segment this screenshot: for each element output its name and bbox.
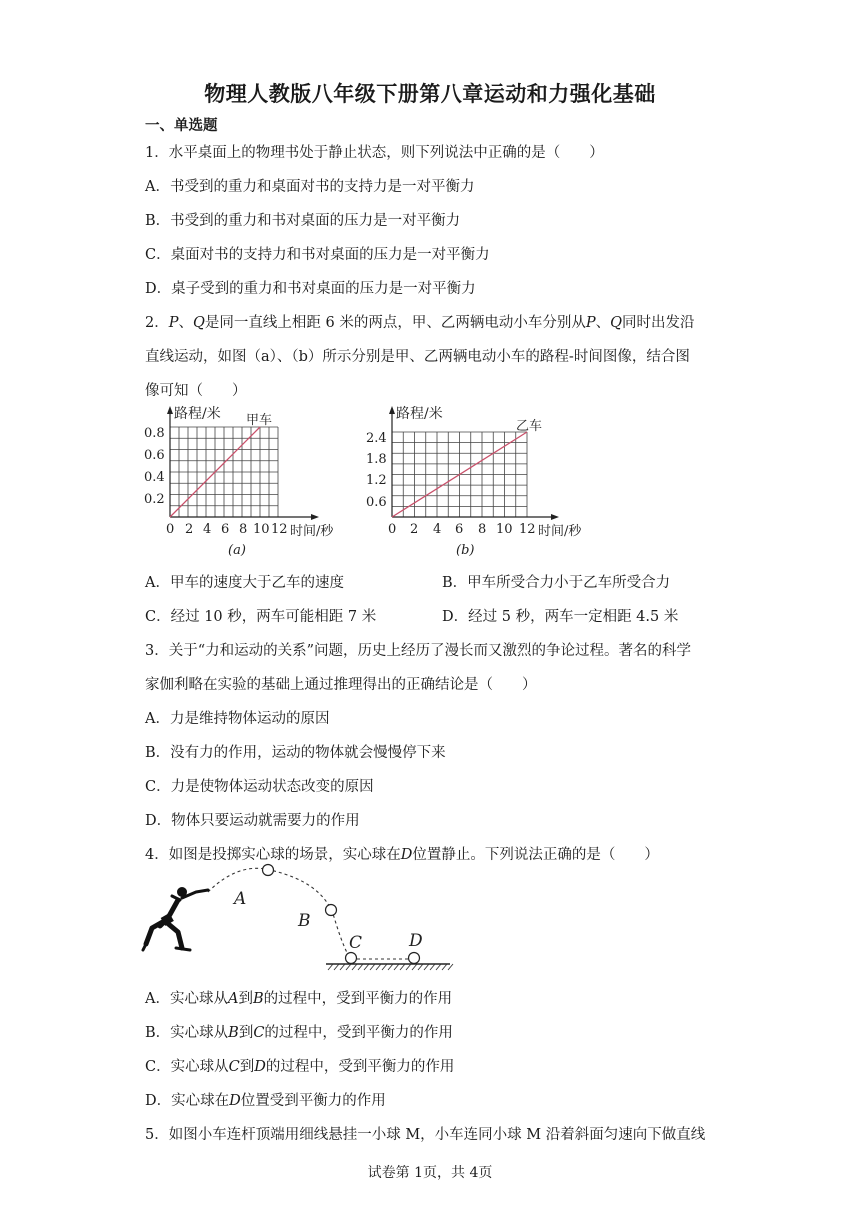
graph-b-xtick: 6 [455,522,464,537]
label-a: A [234,889,247,909]
q1-option-a: A．书受到的重力和桌面对书的支持力是一对平衡力 [145,179,475,195]
hatch-line [340,964,345,970]
section-heading: 一、单选题 [145,117,218,134]
hatch-line [364,964,369,970]
hatch-line [376,964,381,970]
option-text: 到 [239,1059,255,1075]
label-c: C [349,933,363,953]
q3-option-b: B．没有力的作用，运动的物体就会慢慢停下来 [145,745,446,761]
graph-b [360,402,600,562]
graph-a-xtick: 10 [253,522,270,537]
hatch-line [394,964,399,970]
label-d: D [409,931,423,951]
ground-hatch [328,964,453,970]
q5-stem-line1: 5．如图小车连杆顶端用细线悬挂一小球 M，小车连同小球 M 沿着斜面匀速向下做直线 [145,1127,706,1143]
graph-b-ytick: 1.8 [366,452,387,467]
graph-b-series-label: 乙车 [516,419,543,434]
q1-option-d: D．桌子受到的重力和书对桌面的压力是一对平衡力 [145,281,476,297]
option-text: 的过程中，受到平衡力的作用 [264,1025,453,1041]
hatch-line [400,964,405,970]
graph-b-ytick: 2.4 [366,431,387,446]
hatch-line [334,964,339,970]
graph-b-ylabel: 路程/米 [396,406,443,422]
hatch-line [442,964,447,970]
graph-b-xlabel: 时间/秒 [538,524,582,539]
point-p: P [585,315,596,331]
separator: 、 [178,315,193,331]
option-text: C．实心球从 [145,1059,229,1075]
hatch-line [346,964,351,970]
graph-a-ylabel: 路程/米 [174,406,221,422]
option-text: 到 [238,1025,254,1041]
q4-option-a [145,987,452,1008]
point-label: D [254,1059,266,1075]
q2-stem-text: 是同一直线上相距 6 米的两点，甲、乙两辆电动小车分别从 [204,315,586,331]
option-text: 位置受到平衡力的作用 [240,1093,386,1109]
q2-option-b: B．甲车所受合力小于乙车所受合力 [442,575,671,591]
hatch-line [418,964,423,970]
graph-a-ytick: 0.8 [144,426,165,441]
graph-a-ytick: 0.4 [144,470,165,485]
graph-a-xtick: 8 [239,522,248,537]
q4-option-d [145,1089,386,1110]
q3-option-a: A．力是维持物体运动的原因 [145,711,330,727]
graph-b-xtick: 10 [496,522,513,537]
graph-a-xlabel: 时间/秒 [290,524,334,539]
separator: 、 [595,315,611,331]
q2-option-d: D．经过 5 秒，两车一定相距 4.5 米 [442,609,679,625]
point-label: B [252,991,264,1007]
q2-option-a: A．甲车的速度大于乙车的速度 [145,575,344,591]
hatch-line [436,964,441,970]
q2-stem-line3: 像可知（ ） [145,383,247,399]
point-p: P [168,315,179,331]
hatch-line [424,964,429,970]
option-text: 的过程中，受到平衡力的作用 [263,991,453,1007]
hatch-line [448,964,453,970]
hatch-line [352,964,357,970]
graph-a-xtick: 12 [271,522,288,537]
hatch-line [412,964,417,970]
page-footer: 试卷第 1页，共 4页 [367,1165,493,1181]
hatch-line [370,964,375,970]
graph-b-xtick: 12 [519,522,536,537]
option-text: B．实心球从 [145,1025,229,1041]
point-label: C [253,1025,265,1041]
q2-stem-line1 [145,311,695,332]
hatch-line [388,964,393,970]
graph-a-grid [170,427,278,517]
point-label: D [229,1093,241,1109]
shot-put-figure [138,862,458,982]
graph-a-ytick: 0.6 [144,448,165,463]
ball-a [263,865,274,876]
q1-stem: 1．水平桌面上的物理书处于静止状态，则下列说法中正确的是（ ） [145,145,604,161]
hatch-line [406,964,411,970]
q4-option-b [145,1021,453,1042]
q3-option-d: D．物体只要运动就需要力的作用 [145,813,360,829]
graph-a-series-label: 甲车 [246,413,273,428]
q2-stem-line2: 直线运动，如图（a）、（b）所示分别是甲、乙两辆电动小车的路程-时间图像，结合图 [145,349,690,365]
q2-option-c: C．经过 10 秒，两车可能相距 7 米 [145,609,377,625]
graph-a-xtick: 4 [203,522,212,537]
graph-a-caption: (a) [228,543,246,558]
option-text: 的过程中，受到平衡力的作用 [265,1059,455,1075]
q2-stem-text: 同时出发沿 [622,315,695,331]
point-d: D [400,847,413,863]
ball-d [409,953,420,964]
hatch-line [358,964,363,970]
point-q: Q [193,315,205,331]
q4-stem-text: 位置静止。下列说法正确的是（ ） [412,847,659,863]
graph-a-ytick: 0.2 [144,492,165,507]
q2-number: 2． [145,315,169,331]
label-b: B [298,911,311,931]
graph-a-y-arrow [167,406,173,414]
page-title: 物理人教版八年级下册第八章运动和力强化基础 [204,81,656,106]
point-label: C [228,1059,240,1075]
ball-b [326,905,337,916]
q4-stem-text: 4．如图是投掷实心球的场景，实心球在 [145,847,401,863]
q3-option-c: C．力是使物体运动状态改变的原因 [145,779,374,795]
point-label: B [228,1025,239,1041]
ball-c [346,953,357,964]
hatch-line [382,964,387,970]
graph-b-ytick: 1.2 [366,473,387,488]
q4-option-c [145,1055,454,1076]
graph-a-xtick: 0 [166,522,175,537]
point-q: Q [610,315,622,331]
option-text: A．实心球从 [145,991,228,1007]
graph-b-xtick: 4 [433,522,442,537]
hatch-line [430,964,435,970]
hatch-line [328,964,333,970]
graph-b-caption: (b) [456,543,475,558]
q3-stem-line1: 3．关于“力和运动的关系”问题，历史上经历了漫长而又激烈的争论过程。著名的科学 [145,643,692,659]
graph-b-ytick: 0.6 [366,495,387,510]
q1-option-c: C．桌面对书的支持力和书对桌面的压力是一对平衡力 [145,247,490,263]
q4-stem [145,843,659,864]
q3-stem-line2: 家伽利略在实验的基础上通过推理得出的正确结论是（ ） [145,677,537,693]
graph-a-xtick: 2 [185,522,194,537]
graph-a [140,402,360,562]
graph-b-x-arrow [551,514,559,520]
graph-b-xtick: 8 [478,522,487,537]
graph-a-x-arrow [311,514,319,520]
graph-b-xtick: 0 [388,522,397,537]
q1-option-b: B．书受到的重力和书对桌面的压力是一对平衡力 [145,213,461,229]
graph-b-y-arrow [389,406,395,414]
graph-a-xtick: 6 [221,522,230,537]
option-text: D．实心球在 [145,1093,230,1109]
option-text: 到 [238,991,253,1007]
point-label: A [227,991,239,1007]
graph-b-xtick: 2 [410,522,419,537]
athlete-figure [143,887,208,950]
